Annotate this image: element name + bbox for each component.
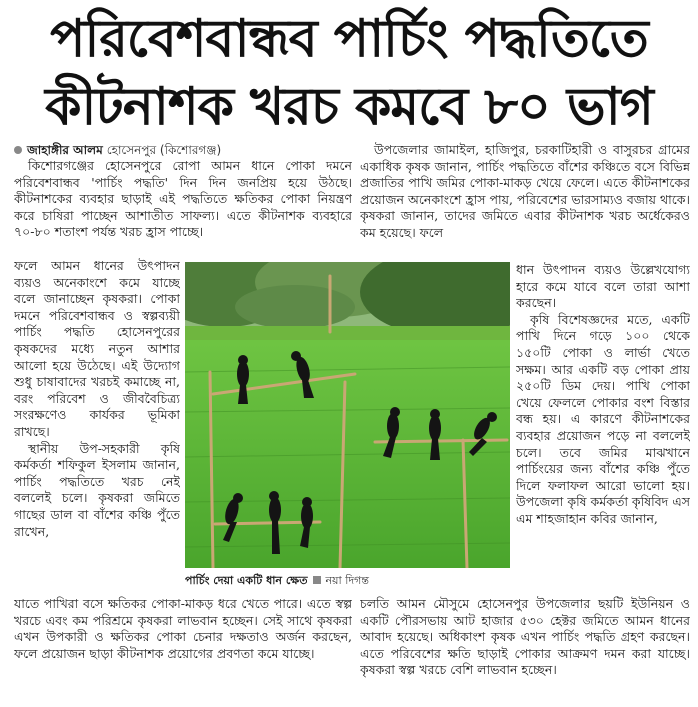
- square-bullet-icon: [313, 576, 321, 584]
- photo-credit: নয়া দিগন্ত: [325, 574, 369, 587]
- caption-text: পার্চিং দেয়া একটি ধান ক্ষেত: [185, 574, 308, 587]
- paragraph: চলতি আমন মৌসুমে হোসেনপুর উপজেলার ছয়টি ইউনিয়ন ও একটি পৌরসভায় আট হাজার ৫৩০ হেক্টর জমিতে আমন ধানের আবাদ হয়েছে। অধিকাংশ কৃষক এখন পার্চিং পদ্ধতি গ্রহণ করছেন। এতে পরিবেশের ক্ষতি ছাড়াই পোকার আক্রমণ দমন করা যাচ্ছে। কৃষকরা স্বল্প খরচে বেশি লাভবান হচ্ছেন।: [360, 596, 690, 678]
- left-column-bottom-text: [14, 596, 352, 696]
- right-column-bottom-text: [360, 596, 690, 696]
- paragraph: কৃষি বিশেষজ্ঞদের মতে, একটি পাখি দিনে গড়ে ১০০ থেকে ১৫০টি পোকা ও লার্ভা খেতে সক্ষম। আর একটি বড় পোকা প্রায় ২৫০টি ডিম দেয়। পাখি পোকা খেয়ে ফেললে পোকার বংশ বিস্তার বন্ধ হয়। এ কারণে কীটনাশকের ব্যবহার প্রয়োজন পড়ে না বললেই চলে। তবে জমির মাঝখানে পার্চিংয়ের জন্য বাঁশের কঞ্চি পুঁতে দিলে ফলাফল আরো ভালো হয়। উপজেলা কৃষি কর্মকর্তা কৃষিবিদ এস এম শাহজাহান কবির জানান,: [516, 311, 690, 526]
- paragraph: উপজেলার জামাইল, হাজিপুর, চরকাটিহারী ও বাসুরচর গ্রামের একাধিক কৃষক জানান, পার্চিং পদ্ধতিতে বাঁশের কঞ্চিতে বসে বিভিন্ন প্রজাতির পাখি জমির পোকা-মাকড় খেয়ে ফেলে। এতে কীটনাশকের প্রয়োজন অনেকাংশে হ্রাস পায়, পরিবেশের ভারসাম্যও বজায় থাকে। কৃষকরা জানান, তাদের জমিতে এবার কীটনাশক খরচ অর্ধেকেরও কম হয়েছে। ফলে: [360, 142, 690, 240]
- paragraph: কিশোরগঞ্জের হোসেনপুরে রোপা আমন ধানে পোকা দমনে পরিবেশবান্ধব 'পার্চিং পদ্ধতি' দিন দিন জনপ্রিয় হয়ে উঠছে। কীটনাশকের ব্যবহার ছাড়াই এই পদ্ধতিতে ক্ষতিকর পোকা নিয়ন্ত্রণ করে চাষিরা পাচ্ছেন আশাতীত সাফল্য। এতে কীটনাশক ব্যবহারে ৭০-৮০ শতাংশ পর্যন্ত খরচ হ্রাস পাচ্ছে।: [14, 158, 352, 240]
- byline: [14, 141, 354, 159]
- headline-line-1: পরিবেশবান্ধব পার্চিং পদ্ধতিতে: [50, 9, 648, 69]
- left-column-top-text: [14, 158, 352, 260]
- paragraph: ফলে আমন ধানের উৎপাদন ব্যয়ও অনেকাংশে কমে যাচ্ছে বলে জানাচ্ছেন কৃষকরা। পোকা দমনে পরিবেশবান্ধব ও স্বল্পব্যয়ী পার্চিং পদ্ধতি হোসেনপুরের কৃষকদের মধ্যে নতুন আশার আলো হয়ে উঠেছে। এই উদ্যোগ শুধু চাষাবাদের খরচই কমাচ্ছে না, বরং পরিবেশ ও জীববৈচিত্র্য সংরক্ষণেও কার্যকর ভূমিকা রাখছে।: [14, 258, 180, 439]
- headline-line-2: কীটনাশক খরচ কমবে ৮০ ভাগ: [45, 77, 653, 137]
- author-name: জাহাঙ্গীর আলম: [27, 143, 103, 157]
- paragraph: স্থানীয় উপ-সহকারী কৃষি কর্মকর্তা শফিকুল ইসলাম জানান, পার্চিং পদ্ধতিতে খরচ নেই বললেই চলে। কৃষকরা জমিতে গাছের ডাল বা বাঁশের কঞ্চি পুঁতে রাখেন,: [14, 440, 180, 539]
- right-column-narrow-text: [516, 262, 690, 596]
- paragraph: ধান উৎপাদন ব্যয়ও উল্লেখযোগ্য হারে কমে যাবে বলে তারা আশা করছেন।: [516, 262, 690, 311]
- rice-field-photo: [185, 262, 510, 568]
- right-column-top-text: [360, 142, 690, 262]
- photo-caption: [185, 572, 515, 590]
- bullet-icon: [14, 146, 22, 154]
- byline-location: হোসেনপুর (কিশোরগঞ্জ): [106, 143, 222, 157]
- left-column-narrow-text: [14, 258, 180, 574]
- paragraph: যাতে পাখিরা বসে ক্ষতিকর পোকা-মাকড় ধরে খেতে পারে। এতে স্বল্প খরচে এবং কম পরিশ্রমে কৃষকরা লাভবান হচ্ছেন। সেই সাথে কৃষকরা এখন উপকারী ও ক্ষতিকর পোকা চেনার দক্ষতাও অর্জন করছেন, ফলে প্রয়োজন ছাড়া কীটনাশক প্রয়োগের প্রবণতা কমে যাচ্ছে।: [14, 596, 352, 661]
